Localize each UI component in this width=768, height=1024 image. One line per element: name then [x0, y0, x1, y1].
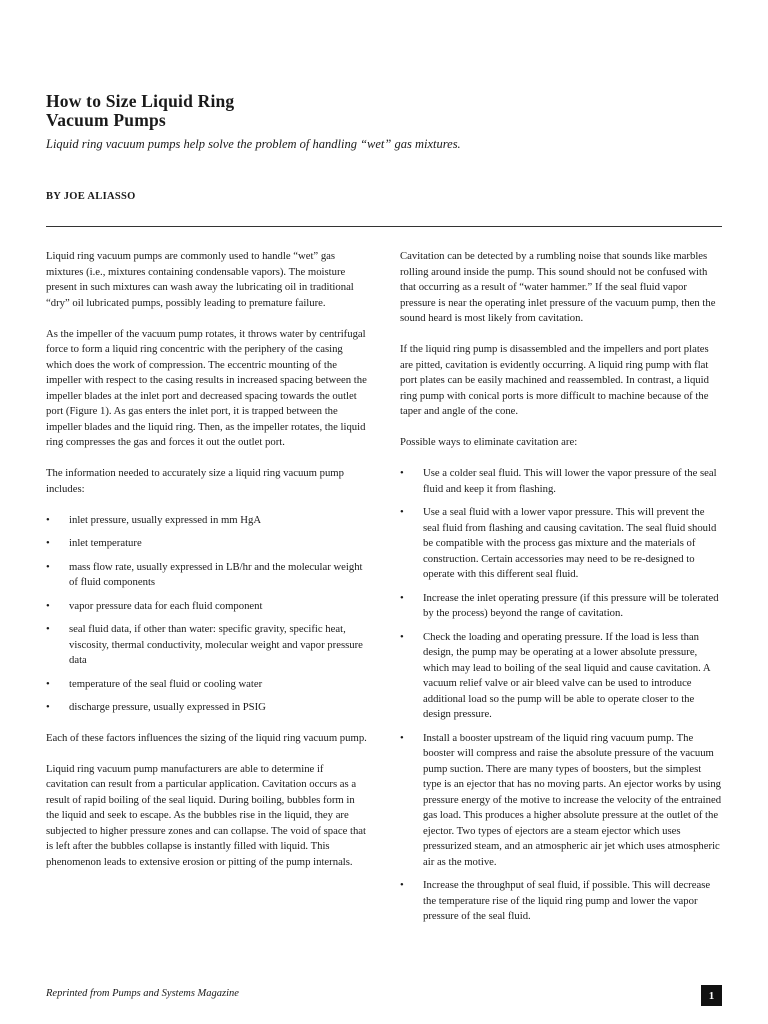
list-item: • Install a booster upstream of the liquid ring vacuum pump. The booster will compress and raise the absolute pressure of the vacuum pump suction. There are many types of boosters, but the simplest type is an ejector that has no moving parts. An ejector works by using pressure energy of the motive to increase the velocity of the entrained gas load. This produces a higher absolute pressure at the outlet of the ejector. Two types of ejectors are a steam ejector which uses pressurized steam, and an atmospheric air jet which uses atmospheric air as the motive.	[400, 731, 722, 871]
list-item: • Check the loading and operating pressure. If the load is less than design, the pump may be operating at a lower absolute pressure, which may lead to boiling of the seal liquid and cause cavitation. A vacuum relief valve or air bleed valve can be used to introduce additional load so the pump will be able to operate closer to the design pressure.	[400, 630, 722, 723]
list-item: • Increase the throughput of seal fluid, if possible. This will decrease the temperature rise of the liquid ring pump and lower the vapor pressure of the seal fluid.	[400, 878, 722, 925]
footer-credit: Reprinted from Pumps and Systems Magazine	[46, 988, 239, 999]
article-subtitle: Liquid ring vacuum pumps help solve the problem of handling “wet” gas mixtures.	[46, 137, 461, 151]
list-item: • seal fluid data, if other than water: specific gravity, specific heat, viscosity, thermal conductivity, molecular weight and vapor pressure data	[46, 622, 368, 669]
sizing-requirements-list	[46, 513, 368, 716]
right-column	[400, 249, 722, 940]
article-title	[46, 92, 234, 130]
paragraph: If the liquid ring pump is disassembled and the impellers and port plates are pitted, cavitation is evidently occurring. A liquid ring pump with flat port plates can be easily machined and reassembled. In contrast, a liquid ring pump with conical ports is more difficult to machine because of the taper and angle of the cone.	[400, 343, 709, 417]
paragraph: Liquid ring vacuum pumps are commonly used to handle “wet” gas mixtures (i.e., mixtures containing condensable vapors). The moisture present in such mixtures can wash away the lubricating oil in traditional “dry” oil lubricated pumps, possibly leading to premature failure.	[46, 250, 354, 309]
list-item: • Increase the inlet operating pressure (if this pressure will be tolerated by the process) beyond the range of cavitation.	[400, 591, 722, 622]
list-item: • Use a colder seal fluid. This will lower the vapor pressure of the seal fluid and keep it from flashing.	[400, 466, 722, 497]
cavitation-remedies-list	[400, 466, 722, 925]
list-item: • vapor pressure data for each fluid component	[46, 599, 368, 615]
article-title-line-1: How to Size Liquid Ring	[46, 91, 235, 111]
list-item: • temperature of the seal fluid or cooling water	[46, 677, 368, 693]
paragraph: As the impeller of the vacuum pump rotates, it throws water by centrifugal force to form a liquid ring concentric with the periphery of the casing which does the work of compression. The eccentric mounting of the impeller with respect to the casing results in increased spacing between the impeller blades at the inlet port and decreased spacing towards the outlet port (Figure 1). As gas enters the inlet port, it is trapped between the impeller blades and the liquid ring. Then, as the impeller rotates, the liquid ring compresses the gas and forces it out the outlet port.	[46, 327, 367, 448]
list-item: • inlet temperature	[46, 536, 368, 552]
paragraph: Liquid ring vacuum pump manufacturers are able to determine if cavitation can result from a particular application. Cavitation occurs as a result of rapid boiling of the seal liquid. During boiling, bubbles form in the liquid and seek to escape. As the bubbles rise in the liquid, they are subjected to higher pressure zones and can collapse. The void of space that is left after the bubbles collapse is instantly filled with liquid. This phenomenon leads to extensive erosion or pitting of the pump internals.	[46, 762, 367, 868]
paragraph: The information needed to accurately size a liquid ring vacuum pump includes:	[46, 467, 344, 495]
paragraph: Possible ways to eliminate cavitation are:	[400, 436, 578, 448]
list-item: • Use a seal fluid with a lower vapor pressure. This will prevent the seal fluid from flashing and causing cavitation. The seal fluid should be compatible with the process gas mixture and the materials of construction. Certain accessories may need to be re-designed to operate with this different seal fluid.	[400, 505, 722, 583]
article-title-line-2: Vacuum Pumps	[46, 110, 166, 130]
list-item: • inlet pressure, usually expressed in mm HgA	[46, 513, 368, 529]
byline: BY JOE ALIASSO	[46, 191, 136, 202]
list-item: • mass flow rate, usually expressed in LB/hr and the molecular weight of fluid components	[46, 560, 368, 591]
list-item: • discharge pressure, usually expressed in PSIG	[46, 700, 368, 716]
header-divider	[46, 226, 722, 227]
page-number: 1	[701, 985, 722, 1006]
left-column	[46, 249, 368, 886]
paragraph: Each of these factors influences the sizing of the liquid ring vacuum pump.	[46, 731, 367, 744]
paragraph: Cavitation can be detected by a rumbling noise that sounds like marbles rolling around inside the pump. This sound should not be confused with that occurring as a result of “water hammer.” If the seal fluid vapor pressure is near the operating inlet pressure of the vacuum pump, then the sound heard is most likely from cavitation.	[400, 250, 716, 324]
